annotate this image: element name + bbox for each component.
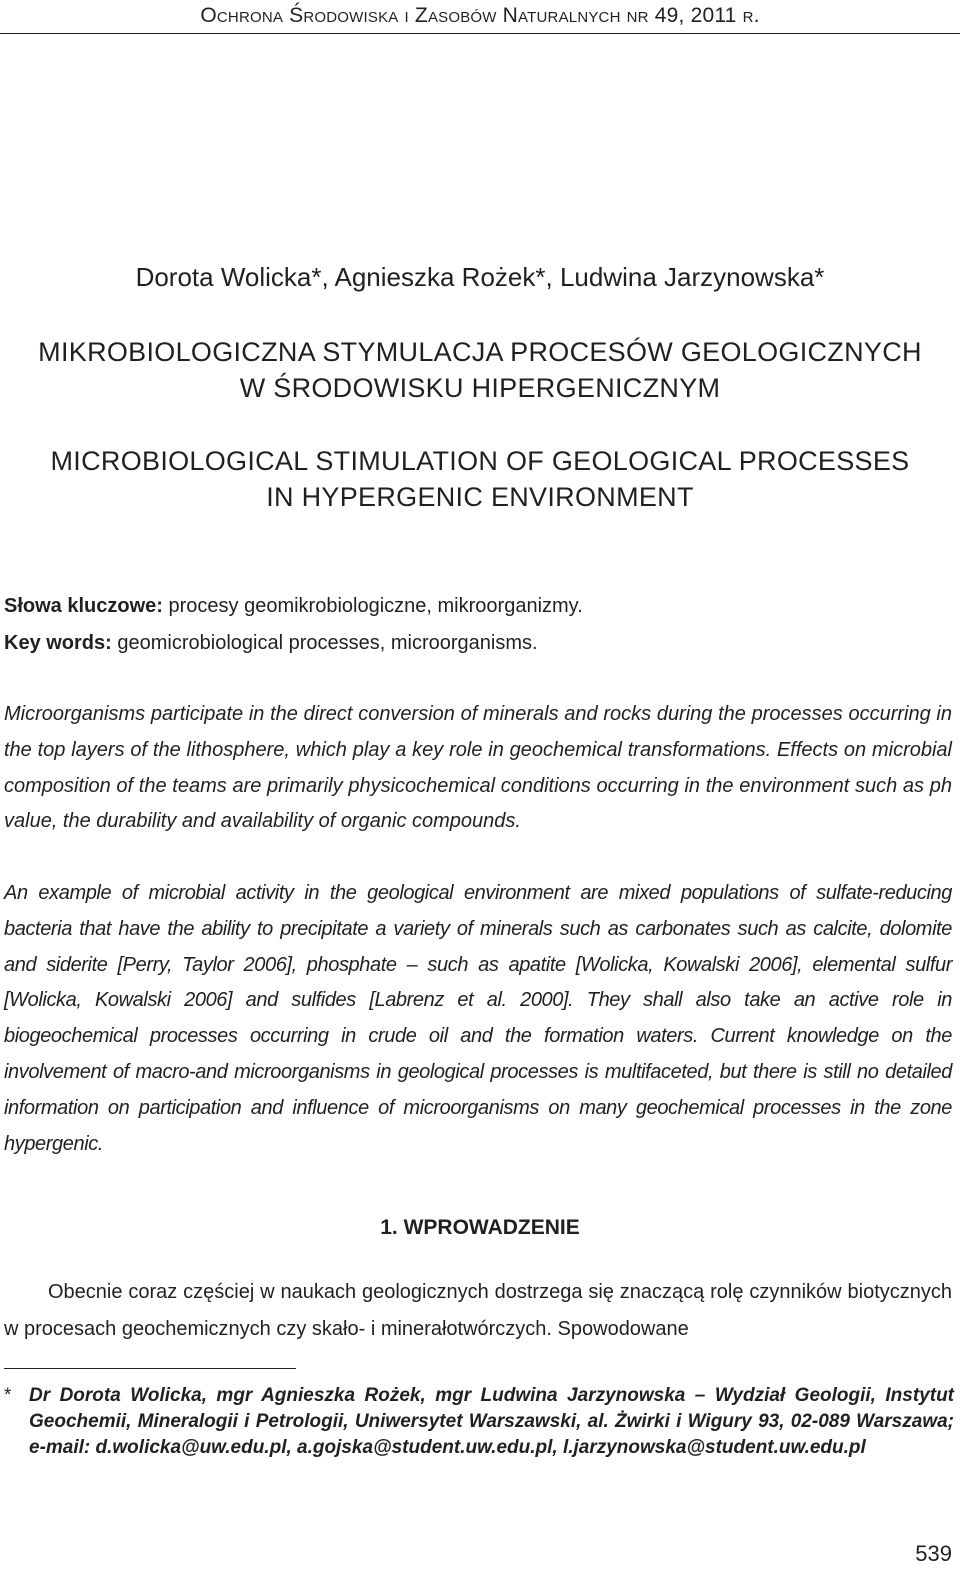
page-number: 539 [915,1541,952,1566]
section-heading: 1. WPROWADZENIE [380,1216,580,1239]
keywords-pl-label: Słowa kluczowe: [4,595,163,617]
article-authors: Dorota Wolicka*, Agnieszka Rożek*, Ludwina Jarzynowska* [135,262,825,292]
keywords-polish [4,593,956,619]
keywords-en-label: Key words: [4,632,112,654]
header-rule [0,33,960,34]
abstract-paragraph-1: Microorganisms participate in the direct conversion of minerals and rocks during the processes occurring in the top layers of the lithosphere, which play a key role in geochemical transformations. Effects on microbial composition of the teams are primarily physicochemical conditions occurring in the environment such as ph value, the durability and availability of organic compounds. [4,703,952,833]
title-pl-line-2: W ŚRODOWISKU HIPERGENICZNYM [239,373,721,403]
running-header: Ochrona Środowiska i Zasobów Naturalnych nr 49, 2011 r. [200,4,760,27]
abstract-paragraph-2: An example of microbial activity in the geological environment are mixed populations of sulfate-reducing bacteria that have the ability to precipitate a variety of minerals such as carbonates such as calcite, dolomite and siderite [Perry, Taylor 2006], phosphate – such as apatite [Wolicka, Kowalski 2006], elemental sulfur [Wolicka, Kowalski 2006] and sulfides [Labrenz et al. 2000]. They shall also take an active role in biogeochemical processes occurring in crude oil and the formation waters. Current knowledge on the involvement of macro-and microorganisms in geological processes is multifaceted, but there is still no detailed information on participation and influence of microorganisms on many geochemical processes in the zone hypergenic. [4,882,952,1155]
keywords-pl-text: procesy geomikrobiologiczne, mikroorganizmy. [168,595,583,617]
intro-paragraph: Obecnie coraz częściej w naukach geologicznych dostrzega się znaczącą rolę czynników biotycznych w procesach geochemicznych czy skało- i minerałotwórczych. Spowodowane [4,1281,952,1340]
keywords-en-text: geomicrobiological processes, microorganisms. [117,632,538,654]
title-pl-line-1: MIKROBIOLOGICZNA STYMULACJA PROCESÓW GEOLOGICZNYCH [38,337,922,367]
footnote-marker: * [4,1385,12,1406]
keywords-english [4,630,956,656]
footnote-rule [4,1368,296,1369]
title-en-line-1: MICROBIOLOGICAL STIMULATION OF GEOLOGICAL PROCESSES [50,446,910,476]
footnote-text: Dr Dorota Wolicka, mgr Agnieszka Rożek, mgr Ludwina Jarzynowska – Wydział Geologii, Instytut Geochemii, Mineralogii i Petrologii, Uniwersytet Warszawski, al. Żwirki i Wigury 93, 02-089 Warszawa; e-mail: d.wolicka@uw.edu.pl, a.gojska@student.uw.edu.pl, l.jarzynowska@student.uw.edu.pl [29,1385,954,1458]
article-title-polish [0,334,960,406]
title-en-line-2: IN HYPERGENIC ENVIRONMENT [266,482,694,512]
article-title-english [0,443,960,515]
